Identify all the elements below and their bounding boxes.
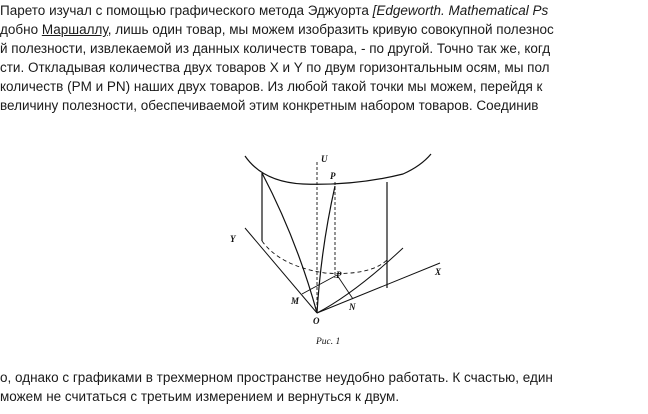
right-lower-curve xyxy=(317,248,403,313)
text-line-1 xyxy=(0,2,548,20)
y-axis xyxy=(245,228,317,313)
line2-prefix: добно xyxy=(0,22,42,37)
middle-surface-edge xyxy=(317,186,335,313)
label-y: Y xyxy=(230,234,236,244)
text-line-6: величину полезности, обеспечиваемой этим конкретным набором товаров. Соединив xyxy=(0,98,539,113)
bottom-text-line-1: о, однако с графиками в трехмерном пространстве неудобно работать. К счастью, един xyxy=(0,370,553,385)
label-o: O xyxy=(313,316,320,326)
text-line-5: количеств (PM и PN) наших двух товаров. Из любой такой точки мы можем, перейдя к xyxy=(0,79,543,94)
text-line-4: сти. Откладывая количества двух товаров X и Y по двум горизонтальным осям, мы пол xyxy=(0,60,550,75)
label-p-top: P xyxy=(330,171,336,181)
top-surface-curve xyxy=(245,154,431,184)
label-u: U xyxy=(321,154,328,164)
left-surface-edge xyxy=(262,173,317,313)
utility-surface-figure xyxy=(205,148,455,353)
bottom-text-line-2: можем не считаться с третьим измерением и вернуться к двум. xyxy=(0,389,400,404)
text-line-3: й полезности, извлекаемой из данных количеств товара, - по другой. Точно так же, когд xyxy=(0,41,551,56)
citation-italic: [Edgeworth. Mathematical Ps xyxy=(372,3,549,18)
text-line-2 xyxy=(0,21,554,39)
label-p-low: P xyxy=(336,270,342,280)
line2-suffix: , лишь один товар, мы можем изобразить кривую совокупной полезнос xyxy=(107,22,554,37)
marshall-link[interactable]: Маршаллу xyxy=(41,22,108,37)
figure-caption: Рис. 1 xyxy=(316,337,341,347)
line1-text: Парето изучал с помощью графического метода Эджуорта xyxy=(0,3,373,18)
label-n: N xyxy=(349,302,356,312)
label-m: M xyxy=(291,296,300,306)
label-x: X xyxy=(435,267,442,277)
